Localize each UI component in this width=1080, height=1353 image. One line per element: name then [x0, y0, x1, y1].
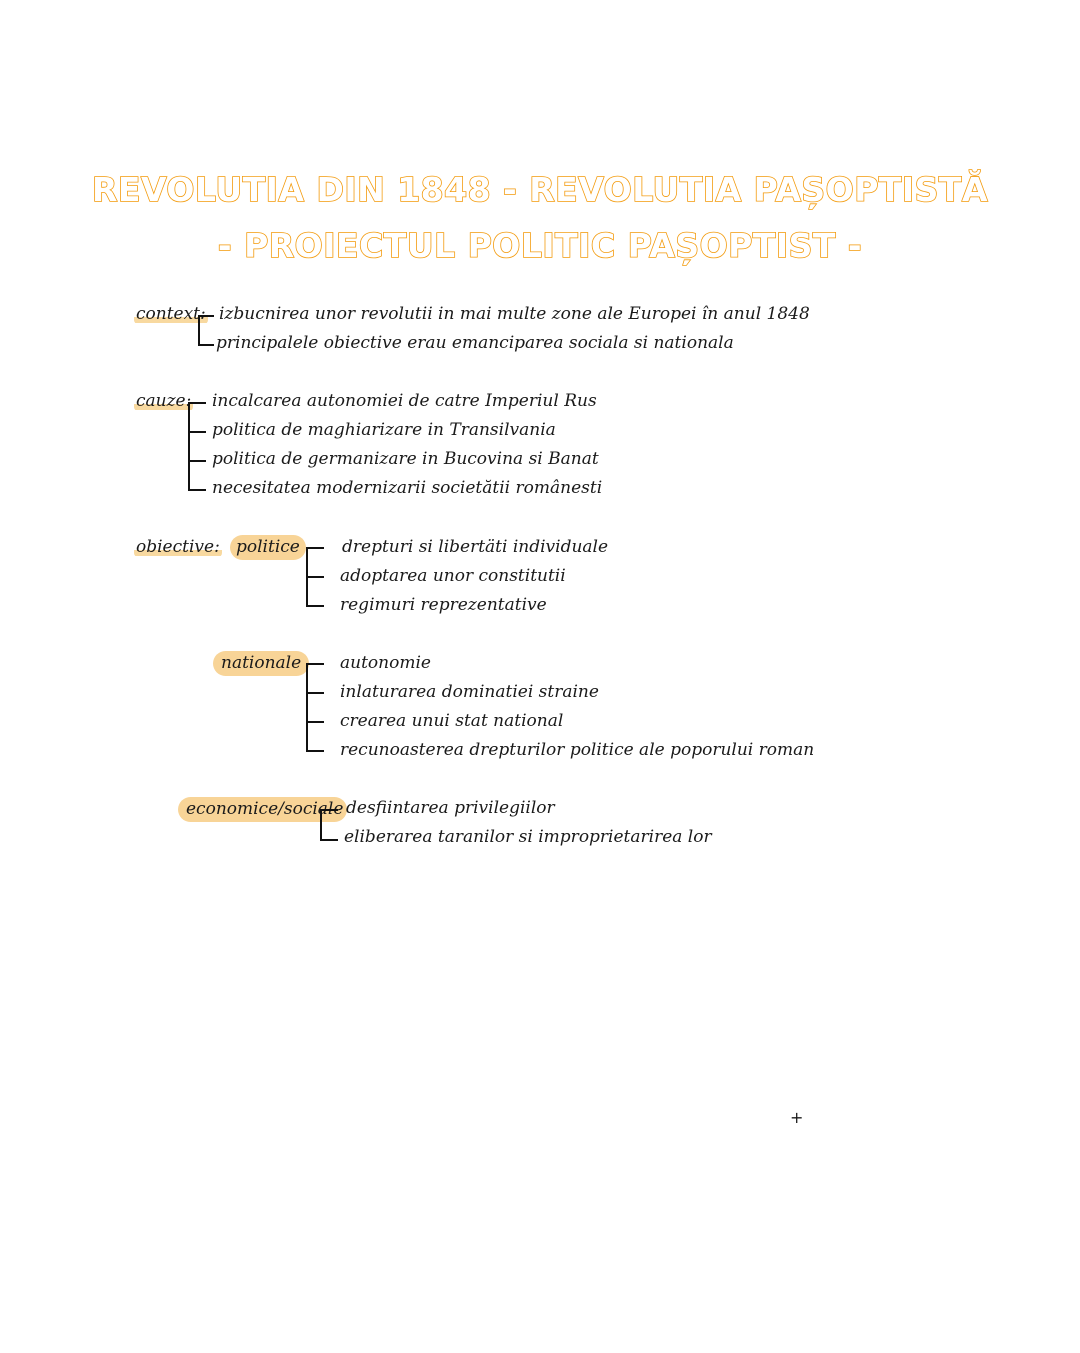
context-tick-2 — [198, 344, 214, 346]
cauze-tick — [188, 402, 206, 404]
context-bracket — [198, 315, 200, 344]
politice-tick — [306, 576, 324, 578]
cauze-tick — [188, 431, 206, 433]
politice-tick — [306, 547, 324, 549]
nationale-item: crearea unui stat national — [340, 711, 564, 731]
context-item: principalele obiective erau emanciparea sociala si nationala — [216, 333, 734, 353]
politice-tick — [306, 605, 324, 607]
obiective-label: obiective: — [136, 537, 220, 557]
economice-item: desfiintarea privilegiilor — [346, 798, 555, 818]
politice-item: drepturi si libertäti individuale — [342, 537, 609, 557]
cauze-tick — [188, 489, 206, 491]
cauze-bracket — [188, 402, 190, 490]
economice-item: eliberarea taranilor si improprietarirea lor — [344, 827, 712, 847]
context-tick-1 — [200, 315, 214, 317]
nationale-tick — [306, 692, 324, 694]
context-item: izbucnirea unor revolutii in mai multe zone ale Europei în anul 1848 — [219, 304, 810, 324]
nationale-tick — [306, 750, 324, 752]
economice-tick — [320, 839, 338, 841]
cauze-item: politica de maghiarizare in Transilvania — [212, 420, 556, 440]
nationale-bracket — [306, 663, 308, 750]
page-title-line-2: - PROIECTUL POLITIC PAȘOPTIST - — [217, 226, 863, 265]
nationale-item: inlaturarea dominatiei straine — [340, 682, 599, 702]
politice-item: adoptarea unor constitutii — [340, 566, 566, 586]
nationale-tick — [306, 663, 324, 665]
cauze-item: incalcarea autonomiei de catre Imperiul Rus — [212, 391, 597, 411]
nationale-tick — [306, 721, 324, 723]
cauze-item: necesitatea modernizarii societătii românesti — [212, 478, 603, 498]
plus-marker: + — [790, 1108, 804, 1127]
page-title-line-1: REVOLUTIA DIN 1848 - REVOLUTIA PAȘOPTISTĂ — [92, 170, 988, 209]
context-label: context: — [136, 304, 206, 324]
cauze-label: cauze: — [136, 391, 192, 411]
politice-badge: politice — [230, 535, 306, 560]
economice-tick — [320, 809, 338, 811]
cauze-item: politica de germanizare in Bucovina si Banat — [212, 449, 599, 469]
nationale-badge: nationale — [213, 651, 309, 676]
nationale-item: recunoasterea drepturilor politice ale poporului roman — [340, 740, 815, 760]
economice-bracket — [320, 809, 322, 839]
cauze-tick — [188, 460, 206, 462]
politice-item: regimuri reprezentative — [340, 595, 547, 615]
economice-sociale-badge: economice/sociale — [178, 797, 347, 822]
nationale-item: autonomie — [340, 653, 431, 673]
